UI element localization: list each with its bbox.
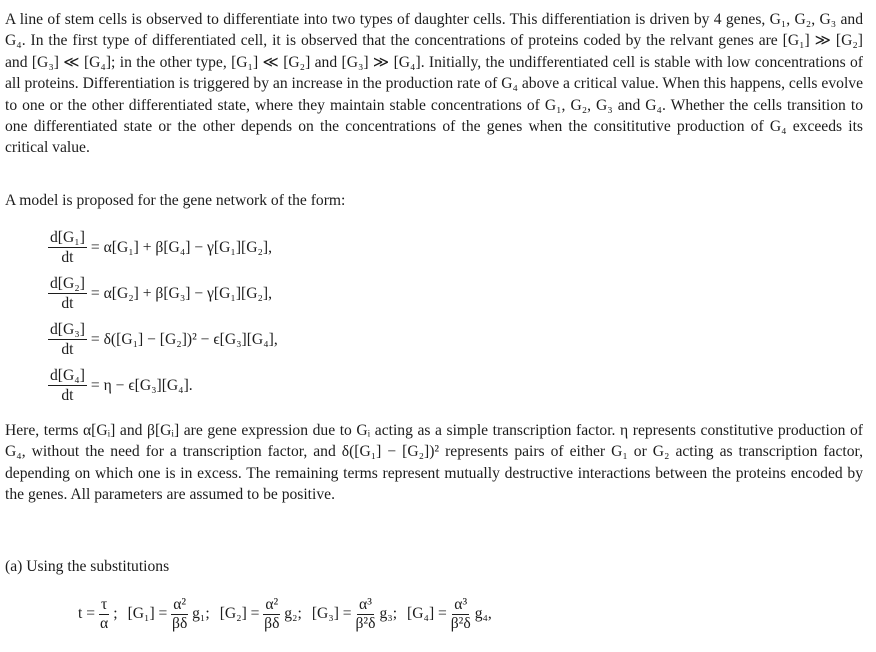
fraction-numerator: d[G₁] [50,229,85,246]
fraction-denominator: β²δ [450,614,471,632]
fraction-numerator: d[G₃] [50,321,85,338]
derivative-fraction [48,320,87,360]
derivative-fraction [48,366,87,406]
substitution-fraction [356,596,376,633]
derivative-fraction [48,228,87,268]
fraction-numerator: α³ [359,595,372,613]
substitution-tail: ; [113,605,118,622]
fraction-denominator: dt [61,295,74,312]
model-intro-text: A model is proposed for the gene network of the form: [5,192,346,209]
substitution-lhs: [G₃] = [311,605,352,622]
fraction-numerator: τ [100,595,108,613]
substitution-tail: g₂; [284,605,302,622]
fraction-denominator: dt [61,249,74,266]
substitution-lhs: [G₁] = [127,605,168,622]
substitution-tail: g₄, [474,605,492,622]
fraction-numerator: α² [265,595,279,613]
equation-dG4 [48,364,193,408]
substitution-lhs: [G₂] = [219,605,260,622]
substitution-tail: g₁; [192,605,210,622]
fraction-denominator: α [99,614,109,632]
substitution-G3 [312,596,397,633]
equation-dG3 [48,318,278,362]
substitution-fraction [451,596,471,633]
substitution-tail: g₃; [379,605,398,622]
fraction-denominator: dt [61,387,74,404]
substitution-fraction [171,596,188,633]
fraction-numerator: α² [173,595,187,613]
fraction-denominator: βδ [172,614,188,632]
substitution-G4 [407,596,492,633]
fraction-numerator: d[G₄] [50,367,85,384]
equation-rhs: = η − ϵ[G₃][G₄]. [90,377,193,394]
substitution-G1 [128,596,210,633]
fraction-numerator: α³ [454,595,468,613]
equation-rhs: = α[G₂] + β[G₃] − γ[G₁][G₂], [90,285,272,302]
equation-rhs: = δ([G₁] − [G₂])² − ϵ[G₃][G₄], [90,331,278,348]
substitution-lhs: t = [78,605,96,622]
derivative-fraction [48,274,87,314]
fraction-denominator: βδ [264,614,280,632]
fraction-numerator: d[G₂] [50,275,85,292]
substitution-lhs: [G₄] = [407,605,447,622]
equation-rhs: = α[G₁] + β[G₄] − γ[G₁][G₂], [90,239,272,256]
substitution-G2 [220,596,302,633]
part-a-heading: (a) Using the substitutions [5,558,170,575]
equation-dG1 [48,226,272,270]
fraction-denominator: β²δ [355,614,376,632]
substitution-fraction [263,596,280,633]
substitutions-line [78,588,502,640]
fraction-denominator: dt [61,341,74,358]
substitution-fraction [99,596,109,633]
equation-dG2 [48,272,272,316]
substitution-t [78,596,118,633]
terms-explanation-paragraph: Here, terms α[Gᵢ] and β[Gᵢ] are gene expression due to Gᵢ acting as a simple transcription factor. η represents constitutive production of G₄, without the need for a transcription factor, and δ([G₁] − [G₂])² represents pairs of either G₁ or G₂ acting as transcription factor, depending on which one is in excess. The remaining terms represent mutually destructive interactions between the proteins encoded by the genes. All parameters are assumed to be positive. [5,422,863,504]
problem-intro-paragraph: A line of stem cells is observed to differentiate into two types of daughter cells. This differentiation is driven by 4 genes, G₁, G₂, G₃ and G₄. In the first type of differentiated cell, it is observed that the concentrations of proteins coded by the relvant genes are [G₁] ≫ [G₂] and [G₃] ≪ [G₄]; in the other type, [G₁] ≪ [G₂] and [G₃] ≫ [G₄]. Initially, the undifferentiated cell is stable with low concentrations of all proteins. Differentiation is triggered by an increase in the production rate of G₄ above a critical value. When this happens, cells evolve to one or the other differentiated state, where they maintain stable concentrations of G₁, G₂, G₃ and G₄. Whether the cells transition to one differentiated state or the other depends on the concentrations of the genes when the consititutive production of G₄ exceeds its critical value. [5,11,863,157]
